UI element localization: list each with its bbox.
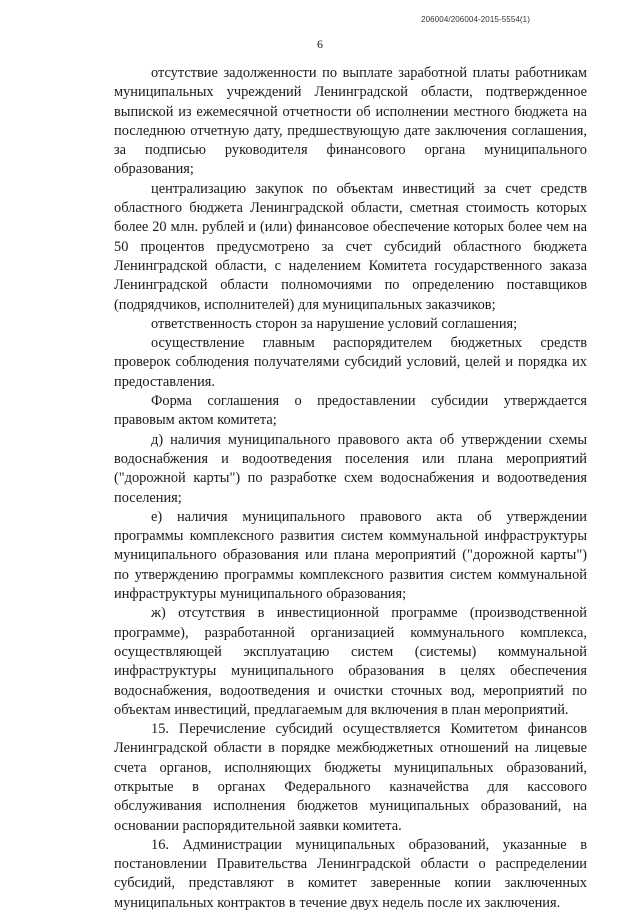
paragraph: централизацию закупок по объектам инвестиций за счет средств областного бюджета Ленинградской области, сметная стоимость которых более 20 млн. рублей и (или) финансовое обеспечение которых более чем на 50 процентов предусмотрено за счет субсидий областного бюджета Ленинградской области, с наделением Комитета государственного заказа Ленинградской области полномочиями по определению поставщиков (подрядчиков, исполнителей) для муниципальных заказчиков;	[114, 180, 587, 313]
page-number: 6	[317, 37, 323, 51]
document-id: 206004/206004-2015-5554(1)	[421, 15, 530, 24]
paragraph: осуществление главным распорядителем бюджетных средств проверок соблюдения получателями субсидий условий, целей и порядка их предоставления.	[114, 335, 587, 390]
paragraph: отсутствие задолженности по выплате заработной платы работникам муниципальных учреждений Ленинградской области, подтвержденное выпиской из ежемесячной отчетности об исполнении местного бюджета на последнюю отчетную дату, предшествующую дате заключения соглашения, за подписью руководителя финансового органа муниципального образования;	[114, 65, 587, 178]
paragraph: е) наличия муниципального правового акта об утверждении программы комплексного развития систем коммунальной инфраструктуры муниципального образования или плана мероприятий ("дорожной карты") по утверждению программы комплексного развития систем коммунальной инфраструктуры муниципального образования;	[114, 508, 587, 603]
paragraph: Форма соглашения о предоставлении субсидии утверждается правовым актом комитета;	[114, 393, 587, 429]
paragraph: 15. Перечисление субсидий осуществляется Комитетом финансов Ленинградской области в порядке межбюджетных отношений на лицевые счета органов, исполняющих бюджеты муниципальных образований, открытые в органах Федерального казначейства для кассового обслуживания исполнения бюджетов муниципальных образований, на основании распорядительной заявки комитета.	[114, 721, 587, 834]
paragraph: д) наличия муниципального правового акта об утверждении схемы водоснабжения и водоотведения поселения или плана мероприятий ("дорожной карты") по разработке схем водоснабжения и водоотведения поселения;	[114, 431, 587, 506]
paragraph: ж) отсутствия в инвестиционной программе (производственной программе), разработанной организацией коммунального комплекса, осуществляющей эксплуатацию систем (системы) коммунальной инфраструктуры муниципального образования в целях обеспечения водоснабжения, водоотведения и очистки сточных вод, мероприятий по объектам инвестиций, предлагаемым для включения в план мероприятий.	[114, 605, 587, 718]
paragraph: ответственность сторон за нарушение условий соглашения;	[151, 315, 518, 332]
paragraph: 16. Администрации муниципальных образований, указанные в постановлении Правительства Ленинградской области о распределении субсидий, представляют в комитет заверенные копии заключенных муниципальных контрактов в течение двух недель после их заключения.	[114, 836, 587, 911]
document-body	[114, 64, 587, 913]
